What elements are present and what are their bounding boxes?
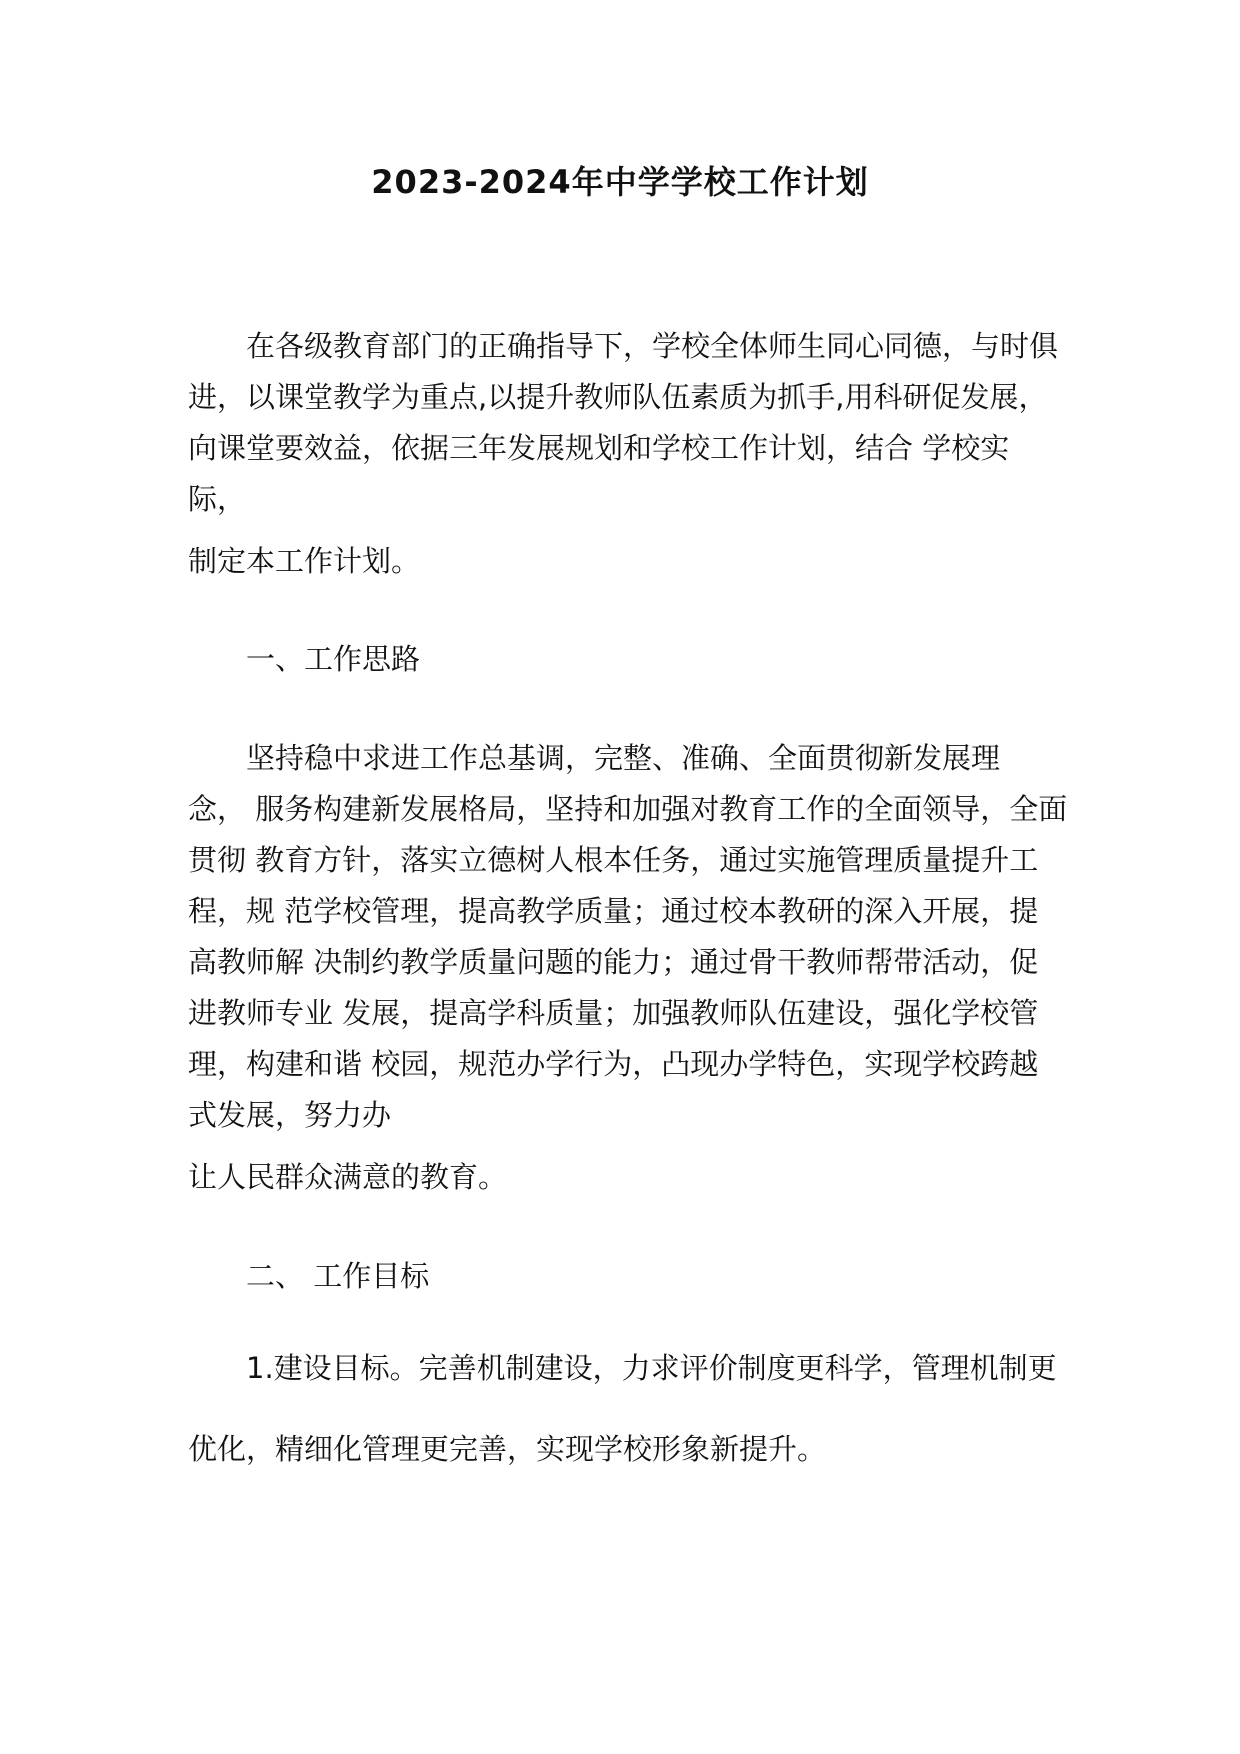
section1-line-3: 贯彻 教育方针，落实立德树人根本任务，通过实施管理质量提升工 xyxy=(188,843,1039,877)
section1-line-8: 式发展，努力办 xyxy=(188,1098,392,1132)
section1-line-7: 理，构建和谐 校园，规范办学行为，凸现办学特色，实现学校跨越 xyxy=(188,1047,1039,1081)
section1-line-6: 进教师专业 发展，提高学科质量；加强教师队伍建设，强化学校管 xyxy=(188,996,1039,1030)
section1-line-9: 让人民群众满意的教育。 xyxy=(188,1160,508,1194)
intro-line-5: 制定本工作计划。 xyxy=(188,544,421,578)
intro-line-3: 向课堂要效益，依据三年发展规划和学校工作计划，结合 学校实 xyxy=(188,431,1010,465)
section1-line-2: 念， 服务构建新发展格局，坚持和加强对教育工作的全面领导，全面 xyxy=(188,792,1068,826)
section-heading-work-goals: 二、 工作目标 xyxy=(246,1259,430,1293)
intro-line-1: 在各级教育部门的正确指导下，学校全体师生同心同德，与时俱 xyxy=(246,329,1059,363)
intro-line-4: 际， xyxy=(188,482,247,516)
section2-line-1: 1.建设目标。完善机制建设，力求评价制度更科学，管理机制更 xyxy=(246,1351,1057,1385)
document-title: 2023-2024年中学学校工作计划 xyxy=(371,163,869,201)
section1-line-4: 程，规 范学校管理，提高教学质量；通过校本教研的深入开展，提 xyxy=(188,894,1039,928)
section1-line-5: 高教师解 决制约教学质量问题的能力；通过骨干教师帮带活动，促 xyxy=(188,945,1039,979)
section-heading-work-thoughts: 一、工作思路 xyxy=(246,642,421,676)
intro-line-2: 进，以课堂教学为重点,以提升教师队伍素质为抓手,用科研促发展， xyxy=(188,380,1048,414)
section2-line-2: 优化，精细化管理更完善，实现学校形象新提升。 xyxy=(188,1432,827,1466)
section1-line-1: 坚持稳中求进工作总基调，完整、准确、全面贯彻新发展理 xyxy=(246,741,1001,775)
